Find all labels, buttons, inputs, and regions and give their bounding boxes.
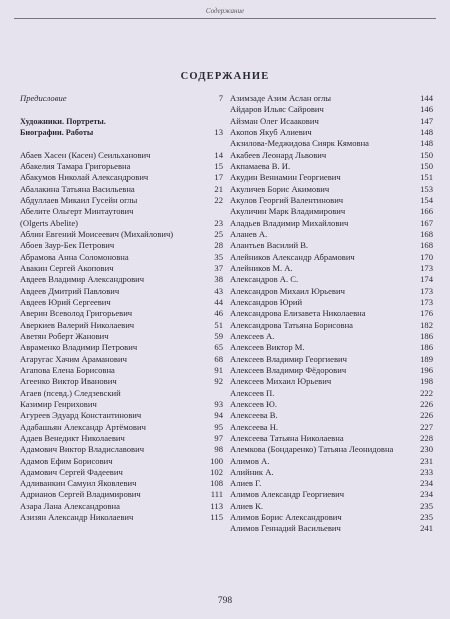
toc-entry-page: 189 — [420, 353, 433, 364]
toc-entry — [20, 252, 223, 263]
toc-entry-name: Аверкиев Валерий Николаевич — [20, 319, 135, 330]
toc-entry — [230, 297, 433, 308]
toc-entry — [230, 501, 433, 512]
toc-entry-name: Алийник А. — [230, 466, 274, 477]
toc-entry — [230, 218, 433, 229]
toc-entry-page: 46 — [214, 308, 223, 319]
toc-entry-page: 235 — [420, 512, 433, 523]
toc-entry-page: 68 — [214, 353, 223, 364]
toc-entry-name: Адамович Виктор Владиславович — [20, 444, 145, 455]
toc-entry-page: 173 — [420, 285, 433, 296]
toc-entry-name: Агуреев Эдуард Константинович — [20, 410, 142, 421]
toc-entry-page: 17 — [214, 172, 223, 183]
toc-entry-name: Алиев К. — [230, 500, 263, 511]
toc-entry — [230, 456, 433, 467]
toc-entry — [230, 331, 433, 342]
toc-entry-page: 51 — [214, 319, 223, 330]
page-number: 798 — [217, 596, 233, 606]
toc-entry-name: Предисловие — [20, 93, 67, 103]
toc-entry-page: 15 — [214, 160, 223, 171]
toc-entry — [20, 376, 223, 387]
toc-entry-page: 150 — [420, 149, 433, 160]
toc-entry-name: Художники. Портреты. — [20, 116, 106, 126]
toc-entry-page: 234 — [420, 478, 433, 489]
toc-entry — [230, 422, 433, 433]
toc-entry-page: 146 — [420, 104, 433, 115]
toc-entry-page: 144 — [420, 93, 433, 103]
toc-entry — [20, 172, 223, 183]
toc-entry-page: 91 — [214, 364, 223, 375]
toc-entry-name: Авдеев Владимир Александрович — [20, 274, 145, 285]
toc-entry — [20, 195, 223, 206]
page-title: СОДЕРЖАНИЕ — [180, 71, 270, 82]
toc-entry-name: Агапова Елена Борисовна — [20, 364, 115, 375]
header-rule — [14, 18, 436, 19]
toc-entry — [230, 512, 433, 523]
toc-entry-page: 168 — [420, 240, 433, 251]
toc-entry-name: Абелите Ольгерт Минтаутович — [20, 206, 134, 217]
toc-entry-page: 21 — [214, 183, 223, 194]
toc-entry — [20, 240, 223, 251]
toc-entry — [230, 342, 433, 353]
toc-entry — [230, 320, 433, 331]
toc-entry — [20, 274, 223, 285]
toc-entry — [20, 218, 223, 229]
toc-entry-name: Алексеев П. — [230, 387, 275, 398]
toc-entry-name: Алантьев Василий В. — [230, 240, 309, 251]
toc-entry-name: Алексеева Татьяна Николаевна — [230, 432, 344, 443]
toc-entry-name: Аветян Роберт Жанович — [20, 330, 109, 341]
toc-entry — [230, 489, 433, 500]
toc-entry — [20, 138, 223, 149]
toc-entry-name: Адрианов Сергей Владимирович — [20, 489, 141, 500]
toc-entry — [20, 388, 223, 399]
toc-entry-name: Алексеев Ю. — [230, 398, 278, 409]
toc-entry-page: 176 — [420, 308, 433, 319]
toc-entry-name: Александрова Татьяна Борисовна — [230, 319, 354, 330]
toc-entry-page: 174 — [420, 274, 433, 285]
toc-left-column — [20, 93, 223, 523]
toc-entry-name: Адливанкин Самуил Яковлевич — [20, 478, 137, 489]
toc-entry-name: Аблин Евгений Моисеевич (Михайлович) — [20, 228, 174, 239]
toc-entry — [230, 93, 433, 104]
toc-entry-page: 235 — [420, 500, 433, 511]
toc-entry — [20, 286, 223, 297]
toc-entry — [20, 206, 223, 217]
toc-entry — [230, 104, 433, 115]
toc-entry-name: Авакин Сергей Акопович — [20, 262, 114, 273]
toc-entry-name: Агаругас Хачим Араманович — [20, 353, 127, 364]
toc-entry-page: 59 — [214, 330, 223, 341]
toc-entry — [20, 444, 223, 455]
toc-entry — [20, 229, 223, 240]
toc-entry-name: Азимзаде Азим Аслан оглы — [230, 93, 332, 103]
toc-entry-name: Абалакина Татьяна Васильевна — [20, 183, 135, 194]
toc-entry — [20, 422, 223, 433]
toc-entry-name: Акабеев Леонард Львович — [230, 149, 327, 160]
toc-entry — [230, 127, 433, 138]
toc-entry-page: 7 — [218, 93, 223, 103]
toc-entry — [230, 376, 433, 387]
toc-entry-page: 102 — [210, 466, 223, 477]
toc-entry-name: Абаев Хасен (Касен) Сеильханович — [20, 149, 151, 160]
toc-entry-page: 198 — [420, 376, 433, 387]
toc-entry-name: Алексеева Н. — [230, 421, 279, 432]
toc-entry — [230, 172, 433, 183]
toc-entry-name: Акулов Георгий Валентинович — [230, 194, 344, 205]
toc-entry — [20, 331, 223, 342]
toc-entry — [20, 161, 223, 172]
toc-entry — [20, 263, 223, 274]
toc-entry — [20, 308, 223, 319]
toc-entry — [20, 456, 223, 467]
toc-entry — [230, 478, 433, 489]
toc-entry-page: 153 — [420, 183, 433, 194]
toc-entry-name: Агеенко Виктор Иванович — [20, 376, 117, 387]
toc-entry-name: Александров Юрий — [230, 296, 303, 307]
toc-entry — [20, 365, 223, 376]
toc-entry-name: Адамович Сергей Фадеевич — [20, 466, 123, 477]
toc-entry-name: Адабашьян Александр Артёмович — [20, 421, 146, 432]
toc-entry-name: Абакелия Тамара Григорьевна — [20, 160, 131, 171]
toc-entry — [230, 308, 433, 319]
toc-entry-name: Айдаров Ильяс Сайрович — [230, 104, 324, 115]
toc-entry-name: Аланев А. — [230, 228, 268, 239]
toc-entry-page: 234 — [420, 489, 433, 500]
toc-entry-name: Акзилова-Меджидова Сиярк Кямовна — [230, 138, 369, 149]
toc-entry-name: Алейников Александр Абрамович — [230, 251, 355, 262]
toc-entry-page: 113 — [210, 500, 223, 511]
toc-entry-page: 37 — [214, 262, 223, 273]
toc-entry — [230, 116, 433, 127]
toc-entry-name: Алимов Александр Георгиевич — [230, 489, 345, 500]
toc-entry-name: Аверин Всеволод Григорьевич — [20, 308, 133, 319]
toc-entry-page: 13 — [214, 126, 223, 137]
toc-entry-name: Алексеев Владимир Фёдорович — [230, 364, 347, 375]
toc-entry-page: 173 — [420, 296, 433, 307]
toc-entry-name: Акпамаева В. И. — [230, 160, 291, 171]
toc-entry-page: 14 — [214, 149, 223, 160]
toc-entry-page: 227 — [420, 421, 433, 432]
toc-entry — [230, 138, 433, 149]
toc-entry — [20, 478, 223, 489]
toc-right-column — [230, 93, 433, 535]
toc-entry-name: Александрова Елизавета Николаевна — [230, 308, 366, 319]
toc-entry — [20, 150, 223, 161]
toc-entry-name: (Olgerts Abelite) — [20, 217, 78, 228]
toc-entry — [230, 229, 433, 240]
toc-entry-page: 230 — [420, 444, 433, 455]
toc-entry — [230, 467, 433, 478]
toc-entry-name: Айзман Олег Исаакович — [230, 115, 319, 126]
toc-entry-name: Азара Лана Александровна — [20, 500, 120, 511]
toc-entry-page: 43 — [214, 285, 223, 296]
toc-entry-page: 228 — [420, 432, 433, 443]
toc-entry-page: 97 — [214, 432, 223, 443]
toc-entry — [230, 263, 433, 274]
toc-entry-page: 168 — [420, 228, 433, 239]
toc-entry-name: Адаев Венедикт Николаевич — [20, 432, 125, 443]
toc-entry-name: Абоев Заур-Бек Петрович — [20, 240, 115, 251]
toc-entry-name: Александров А. С. — [230, 274, 299, 285]
toc-entry-page: 231 — [420, 455, 433, 466]
toc-entry — [20, 320, 223, 331]
toc-entry-name: Абрамова Анна Соломоновна — [20, 251, 129, 262]
toc-entry-page: 233 — [420, 466, 433, 477]
toc-entry-page: 94 — [214, 410, 223, 421]
toc-entry — [20, 489, 223, 500]
toc-entry — [230, 274, 433, 285]
toc-entry — [20, 93, 223, 104]
toc-entry-page: 111 — [210, 489, 223, 500]
toc-entry-page: 23 — [214, 217, 223, 228]
toc-entry — [20, 410, 223, 421]
toc-entry — [230, 388, 433, 399]
toc-entry-name: Алимов А. — [230, 455, 270, 466]
toc-entry-page: 226 — [420, 410, 433, 421]
toc-entry-name: Алексеев Виктор М. — [230, 342, 305, 353]
toc-entry-name: Алимов Геннадий Васильевич — [230, 523, 341, 534]
toc-entry-name: Азизян Александр Николаевич — [20, 512, 134, 523]
toc-entry-name: Алексеев Михаил Юрьевич — [230, 376, 332, 387]
toc-entry-page: 150 — [420, 160, 433, 171]
toc-entry — [20, 116, 223, 127]
toc-entry — [20, 127, 223, 138]
toc-entry-name: Авдеев Дмитрий Павлович — [20, 285, 120, 296]
toc-entry-page: 241 — [420, 523, 433, 534]
toc-entry-page: 38 — [214, 274, 223, 285]
toc-entry — [230, 150, 433, 161]
toc-entry-page: 93 — [214, 398, 223, 409]
toc-entry-page: 147 — [420, 115, 433, 126]
toc-entry-page: 166 — [420, 206, 433, 217]
toc-entry-name: Авраменко Владимир Петрович — [20, 342, 138, 353]
toc-entry — [230, 523, 433, 534]
toc-entry-page: 151 — [420, 172, 433, 183]
toc-entry-page: 148 — [420, 126, 433, 137]
toc-entry-page: 186 — [420, 342, 433, 353]
toc-entry-name: Абдуллаев Микаил Гусейн оглы — [20, 194, 138, 205]
toc-entry — [230, 184, 433, 195]
toc-entry-page: 22 — [214, 194, 223, 205]
toc-entry-page: 92 — [214, 376, 223, 387]
toc-entry — [20, 184, 223, 195]
toc-entry-name: Алемкова (Бондаренко) Татьяна Леонидовна — [230, 444, 394, 455]
toc-entry — [230, 433, 433, 444]
toc-entry-page: 95 — [214, 421, 223, 432]
toc-entry-page: 115 — [210, 512, 223, 523]
toc-entry-name: Алиев Г. — [230, 478, 262, 489]
toc-entry-page: 182 — [420, 319, 433, 330]
toc-entry-name: Акопов Якуб Алиевич — [230, 126, 312, 137]
toc-entry-name: Агаев (псевд.) Следзевский — [20, 387, 121, 398]
toc-entry — [230, 161, 433, 172]
toc-entry-name: Абакумов Николай Александрович — [20, 172, 149, 183]
toc-entry-name: Алексеева В. — [230, 410, 278, 421]
toc-entry-page: 108 — [210, 478, 223, 489]
toc-entry — [20, 501, 223, 512]
toc-entry — [230, 399, 433, 410]
toc-entry-name: Алексеев А. — [230, 330, 275, 341]
toc-entry-name: Аладьев Владимир Михайлович — [230, 217, 349, 228]
toc-entry — [20, 354, 223, 365]
toc-entry-page: 154 — [420, 194, 433, 205]
toc-entry-name: Александров Михаил Юрьевич — [230, 285, 345, 296]
toc-entry-page: 98 — [214, 444, 223, 455]
toc-entry — [230, 195, 433, 206]
toc-entry-name: Биографии. Работы — [20, 127, 94, 137]
toc-entry-name: Акуличин Марк Владимирович — [230, 206, 346, 217]
toc-entry-page: 170 — [420, 251, 433, 262]
toc-entry — [230, 286, 433, 297]
toc-entry — [230, 444, 433, 455]
toc-entry — [20, 467, 223, 478]
toc-entry — [230, 240, 433, 251]
toc-entry-name: Акуличев Борис Акимович — [230, 183, 330, 194]
toc-entry-page: 148 — [420, 138, 433, 149]
toc-entry-page: 44 — [214, 296, 223, 307]
toc-entry — [20, 104, 223, 115]
toc-entry-name: Авдеев Юрий Сергеевич — [20, 296, 111, 307]
running-header: Содержание — [205, 7, 245, 15]
toc-entry — [230, 354, 433, 365]
toc-entry-name: Алимов Борис Александрович — [230, 512, 342, 523]
toc-entry — [20, 399, 223, 410]
toc-entry-name: Алексеев Владимир Георгиевич — [230, 353, 347, 364]
toc-entry — [230, 365, 433, 376]
toc-entry-page: 100 — [210, 455, 223, 466]
toc-entry-name: Казимир Генрихович — [20, 398, 97, 409]
toc-entry-name: Акудин Вениамин Георгиевич — [230, 172, 341, 183]
toc-entry-page: 186 — [420, 330, 433, 341]
toc-entry-page: 25 — [214, 228, 223, 239]
toc-entry — [230, 206, 433, 217]
toc-entry-page: 173 — [420, 262, 433, 273]
toc-entry-page: 28 — [214, 240, 223, 251]
toc-entry — [230, 410, 433, 421]
toc-entry — [20, 342, 223, 353]
toc-entry-name: Алейников М. А. — [230, 262, 293, 273]
toc-entry-page: 167 — [420, 217, 433, 228]
toc-entry — [20, 297, 223, 308]
toc-entry-page: 65 — [214, 342, 223, 353]
toc-entry-page: 226 — [420, 398, 433, 409]
toc-entry-page: 35 — [214, 251, 223, 262]
toc-entry — [20, 512, 223, 523]
toc-entry-page: 196 — [420, 364, 433, 375]
toc-entry — [20, 433, 223, 444]
toc-entry-page: 222 — [420, 387, 433, 398]
toc-entry — [230, 252, 433, 263]
toc-entry-name: Адамов Ефим Борисович — [20, 455, 113, 466]
